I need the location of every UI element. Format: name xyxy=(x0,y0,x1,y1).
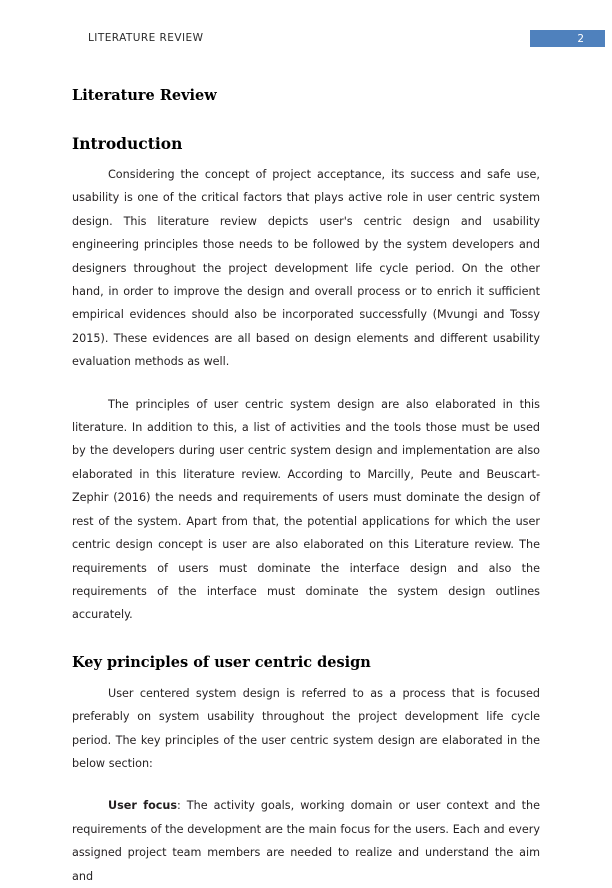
paragraph-key-principles-1: User centered system design is referred to as a process that is focused preferably on system usability throughout the project development life cycle period. The key principles of the user centric system design are elaborated in the below section: xyxy=(72,686,540,770)
spacer xyxy=(72,374,540,393)
spacer xyxy=(72,673,540,682)
page-number-badge xyxy=(530,30,605,47)
running-header-title: LITERATURE REVIEW xyxy=(88,32,204,44)
spacer xyxy=(72,154,540,163)
section-heading-introduction: Introduction xyxy=(72,134,183,153)
paragraph-introduction-1: Considering the concept of project acceptance, its success and safe use, usability is one of the critical factors that plays active role in user centric system design. This literature review depicts user's centric design and usability engineering principles those needs to be followed by the system developers and designers throughout the project development life cycle period. On the other hand, in order to improve the design and overall process or to enrich it sufficient empirical evidences should also be incorporated successfully (Mvungi and Tossy 2015). These evidences are all based on design elements and different usability evaluation methods as well. xyxy=(72,168,540,369)
page-number: 2 xyxy=(577,33,584,45)
paragraph-introduction-2: The principles of user centric system design are also elaborated in this literature. In addition to this, a list of activities and the tools those must be used by the developers during user centric system design and implementation are also elaborated in this literature review. According to Marcilly, Peute and Beuscart-Zephir (2016) the needs and requirements of users must dominate the design of rest of the system. Apart from that, the potential applications for which the user centric design concept is user are also elaborated on this Literature review. The requirements of users must dominate the interface design and also the requirements of the interface must dominate the system design outlines accurately. xyxy=(72,397,540,622)
section-heading-key-principles: Key principles of user centric design xyxy=(72,653,371,671)
lead-in-user-focus: User focus xyxy=(108,799,178,813)
page-title: Literature Review xyxy=(72,87,217,104)
spacer xyxy=(72,775,540,794)
running-header xyxy=(88,30,605,52)
document-body xyxy=(72,86,540,888)
spacer xyxy=(72,627,540,653)
paragraph-user-focus xyxy=(72,794,540,888)
lead-in-user-focus-text: : The activity goals, working domain or user context and the requirements of the development are the main focus for the users. Each and every assigned project team members are needed to realize and understand the aim and xyxy=(72,799,540,883)
spacer xyxy=(72,106,540,134)
